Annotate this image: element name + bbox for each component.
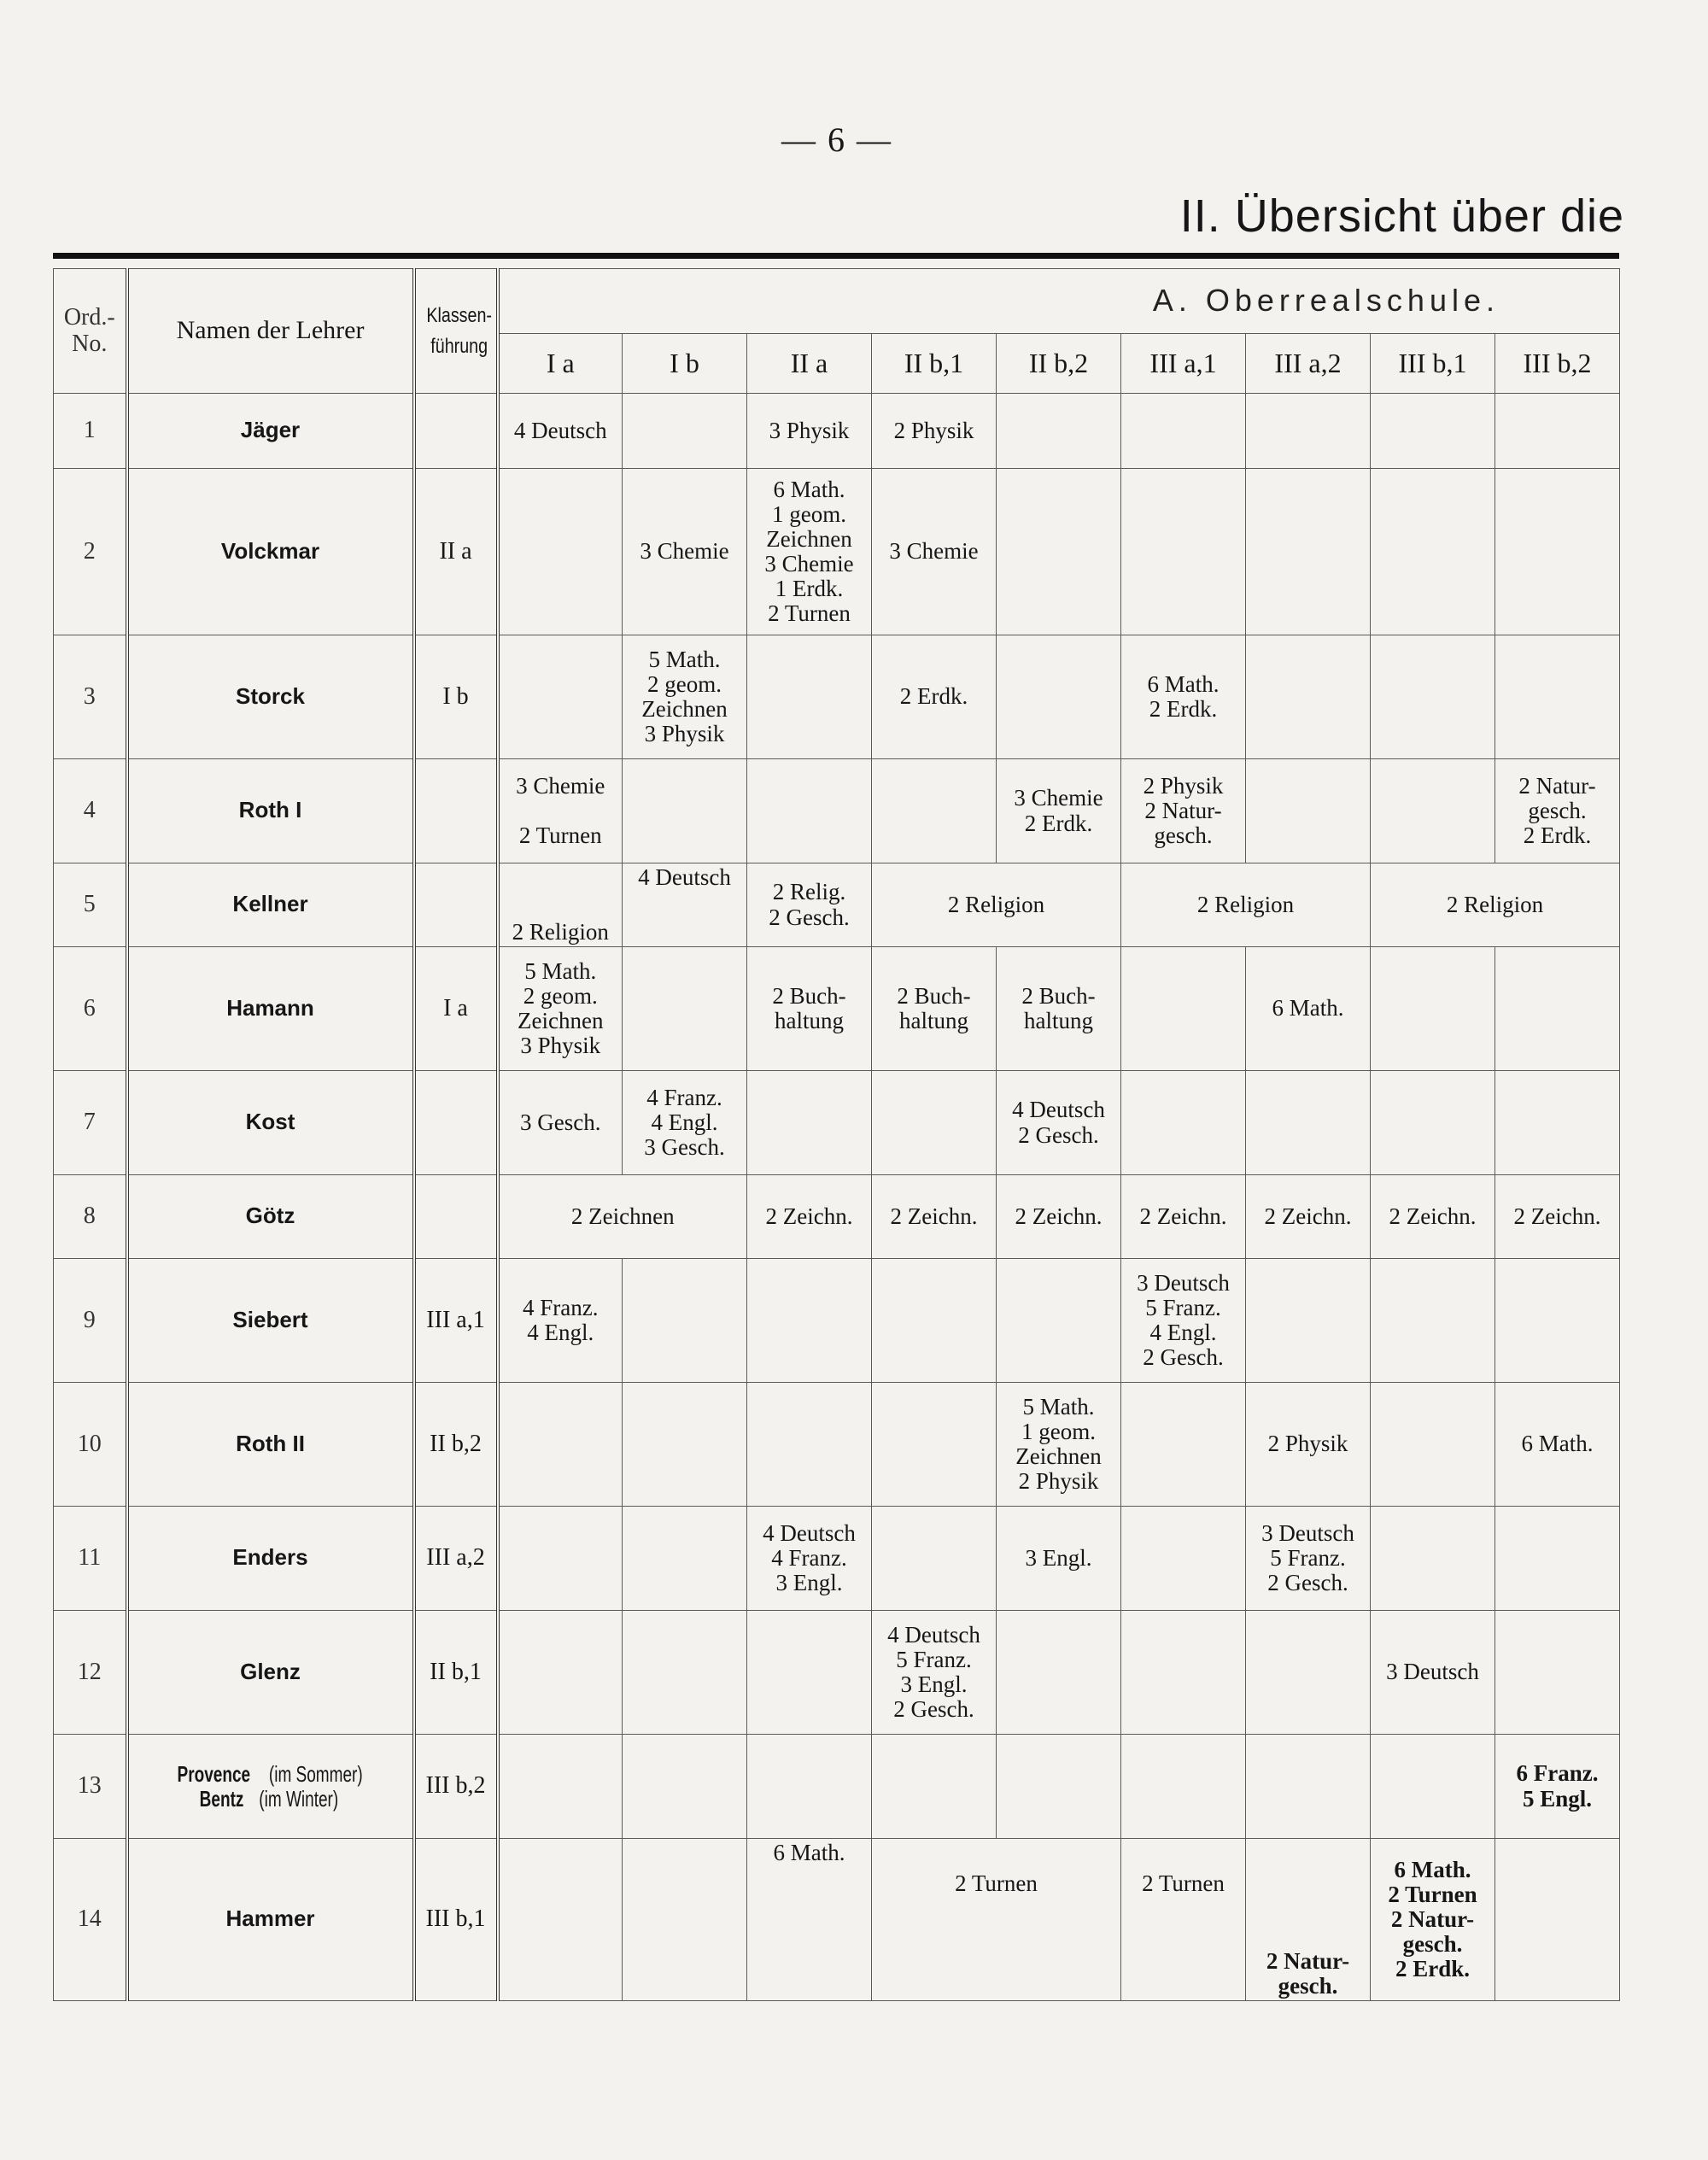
schedule-cell xyxy=(872,1259,997,1383)
header-class: III b,1 xyxy=(1371,334,1495,394)
schedule-cell xyxy=(747,635,872,759)
top-rule xyxy=(53,253,1619,259)
schedule-cell: 2 Physik 2 Natur- gesch. xyxy=(1121,759,1246,863)
row-ord-no: 2 xyxy=(54,469,127,635)
row-ord-no: 5 xyxy=(54,863,127,947)
klasse-cell xyxy=(414,863,498,947)
schedule-cell xyxy=(997,1735,1121,1839)
teacher-name-cell xyxy=(127,469,414,635)
schedule-cell: 2 Zeichn. xyxy=(1495,1175,1620,1259)
schedule-cell xyxy=(623,1611,747,1735)
header-klassenfuehrung-label: Klassen- führung xyxy=(425,303,492,358)
table-row xyxy=(54,1611,1620,1735)
teacher-name-cell xyxy=(127,394,414,469)
row-ord-no: 9 xyxy=(54,1259,127,1383)
row-ord-no: 1 xyxy=(54,394,127,469)
row-ord-no: 7 xyxy=(54,1071,127,1175)
schedule-cell: 4 Deutsch 5 Franz. 3 Engl. 2 Gesch. xyxy=(872,1611,997,1735)
teacher-name-cell xyxy=(127,759,414,863)
klasse-cell xyxy=(414,1175,498,1259)
teacher-name: Roth II xyxy=(236,1430,305,1456)
klasse-cell: III a,1 xyxy=(414,1259,498,1383)
schedule-cell: 4 Deutsch xyxy=(498,394,623,469)
teacher-name: Kost xyxy=(245,1109,295,1135)
teacher-name xyxy=(153,1787,388,1811)
header-class: II b,2 xyxy=(997,334,1121,394)
table-row xyxy=(54,863,1620,947)
schedule-cell: 4 Deutsch xyxy=(623,863,747,947)
teacher-name: Glenz xyxy=(240,1658,301,1684)
page-number: — 6 — xyxy=(781,120,892,159)
header-class: I a xyxy=(498,334,623,394)
schedule-cell xyxy=(623,759,747,863)
schedule-cell xyxy=(1371,469,1495,635)
schedule-cell: 3 Deutsch xyxy=(1371,1611,1495,1735)
schedule-cell xyxy=(1371,1259,1495,1383)
teacher-name: Enders xyxy=(232,1544,308,1571)
schedule-cell: 2 Buch- haltung xyxy=(872,947,997,1071)
schedule-cell: 2 Natur- gesch. xyxy=(1246,1839,1371,2001)
teacher-schedule-table xyxy=(53,268,1620,2001)
section-title: II. Übersicht über die xyxy=(1179,190,1624,242)
schedule-cell xyxy=(997,469,1121,635)
teacher-name: Roth I xyxy=(238,797,302,823)
schedule-cell: 2 Physik xyxy=(872,394,997,469)
schedule-cell xyxy=(1246,394,1371,469)
schedule-cell xyxy=(1246,635,1371,759)
schedule-cell: 2 Erdk. xyxy=(872,635,997,759)
teacher-name-cell xyxy=(127,1071,414,1175)
schedule-cell xyxy=(997,635,1121,759)
schedule-cell xyxy=(1495,1507,1620,1611)
schedule-cell: 3 Engl. xyxy=(997,1507,1121,1611)
schedule-cell: 2 Zeichnen xyxy=(498,1175,747,1259)
schedule-cell xyxy=(623,1259,747,1383)
schedule-cell xyxy=(997,1611,1121,1735)
table-row xyxy=(54,1839,1620,2001)
row-ord-no: 14 xyxy=(54,1839,127,2001)
schedule-cell: 2 Turnen xyxy=(872,1839,1121,2001)
schedule-cell xyxy=(1121,1611,1246,1735)
schedule-cell xyxy=(1495,1259,1620,1383)
row-ord-no: 8 xyxy=(54,1175,127,1259)
schedule-cell: 3 Gesch. xyxy=(498,1071,623,1175)
schedule-cell: 2 Religion xyxy=(1121,863,1371,947)
schedule-cell xyxy=(498,1507,623,1611)
schedule-cell xyxy=(1246,1071,1371,1175)
header-klassenfuehrung xyxy=(414,269,498,394)
schedule-cell: 5 Math. 1 geom. Zeichnen 2 Physik xyxy=(997,1383,1121,1507)
schedule-cell: 6 Math. 2 Erdk. xyxy=(1121,635,1246,759)
schedule-cell xyxy=(1495,1071,1620,1175)
teacher-name-cell xyxy=(127,1507,414,1611)
teacher-name-primary: Provence xyxy=(176,1761,250,1788)
teacher-name: Götz xyxy=(245,1203,295,1229)
schedule-cell xyxy=(498,1839,623,2001)
table-row xyxy=(54,469,1620,635)
schedule-cell xyxy=(997,394,1121,469)
teacher-name-note: (im Sommer) xyxy=(268,1761,363,1788)
schedule-cell xyxy=(872,1383,997,1507)
klasse-cell: III b,2 xyxy=(414,1735,498,1839)
teacher-name: Volckmar xyxy=(220,537,320,564)
schedule-cell: 2 Zeichn. xyxy=(872,1175,997,1259)
schedule-cell xyxy=(1371,947,1495,1071)
teacher-name xyxy=(153,1762,388,1786)
schedule-cell xyxy=(747,1735,872,1839)
schedule-cell xyxy=(623,394,747,469)
teacher-name-cell xyxy=(127,1611,414,1735)
schedule-cell: 5 Math. 2 geom. Zeichnen 3 Physik xyxy=(623,635,747,759)
schedule-cell: 2 Religion xyxy=(872,863,1121,947)
schedule-cell xyxy=(1121,394,1246,469)
schedule-cell: 2 Zeichn. xyxy=(747,1175,872,1259)
schedule-cell xyxy=(1246,759,1371,863)
schedule-cell xyxy=(498,469,623,635)
schedule-cell: 4 Franz. 4 Engl. 3 Gesch. xyxy=(623,1071,747,1175)
header-class: I b xyxy=(623,334,747,394)
klasse-cell xyxy=(414,1071,498,1175)
table-row xyxy=(54,947,1620,1071)
teacher-name: Hamann xyxy=(226,994,314,1021)
schedule-cell: 2 Buch- haltung xyxy=(997,947,1121,1071)
schedule-cell: 6 Franz. 5 Engl. xyxy=(1495,1735,1620,1839)
schedule-cell: 3 Chemie 2 Turnen xyxy=(498,759,623,863)
row-ord-no: 13 xyxy=(54,1735,127,1839)
header-ord-no xyxy=(54,269,127,394)
schedule-cell xyxy=(1371,759,1495,863)
schedule-cell xyxy=(1495,635,1620,759)
schedule-cell: 2 Zeichn. xyxy=(1371,1175,1495,1259)
schedule-cell xyxy=(1495,394,1620,469)
schedule-cell xyxy=(498,1611,623,1735)
schedule-cell: 6 Math. 1 geom. Zeichnen 3 Chemie 1 Erdk. 2 Turnen xyxy=(747,469,872,635)
schedule-cell xyxy=(498,1735,623,1839)
klasse-cell xyxy=(414,394,498,469)
teacher-name-cell xyxy=(127,1175,414,1259)
schedule-cell: 3 Deutsch 5 Franz. 4 Engl. 2 Gesch. xyxy=(1121,1259,1246,1383)
schedule-cell xyxy=(498,635,623,759)
teacher-name: Siebert xyxy=(232,1306,308,1332)
schedule-cell xyxy=(1121,1735,1246,1839)
schedule-cell xyxy=(623,1839,747,2001)
schedule-cell: 6 Math. xyxy=(1246,947,1371,1071)
schedule-cell: 2 Religion xyxy=(498,863,623,947)
table-row xyxy=(54,394,1620,469)
schedule-cell xyxy=(872,1507,997,1611)
schedule-cell xyxy=(1371,1071,1495,1175)
schedule-cell: 2 Zeichn. xyxy=(997,1175,1121,1259)
schedule-cell: 6 Math. xyxy=(1495,1383,1620,1507)
schedule-cell: 2 Zeichn. xyxy=(1246,1175,1371,1259)
row-ord-no: 6 xyxy=(54,947,127,1071)
schedule-cell xyxy=(872,1071,997,1175)
schedule-cell xyxy=(1495,469,1620,635)
row-ord-no: 10 xyxy=(54,1383,127,1507)
schedule-cell xyxy=(1246,1259,1371,1383)
schedule-cell: 5 Math. 2 geom. Zeichnen 3 Physik xyxy=(498,947,623,1071)
schedule-cell xyxy=(872,759,997,863)
teacher-name-note: (im Winter) xyxy=(259,1785,339,1812)
teacher-name-secondary: Bentz xyxy=(199,1785,244,1812)
teacher-name-cell xyxy=(127,863,414,947)
klasse-cell: I b xyxy=(414,635,498,759)
schedule-cell: 3 Chemie 2 Erdk. xyxy=(997,759,1121,863)
klasse-cell: II b,1 xyxy=(414,1611,498,1735)
teacher-name: Storck xyxy=(236,682,305,709)
schedule-cell: 2 Buch- haltung xyxy=(747,947,872,1071)
teacher-name: Hammer xyxy=(225,1905,315,1932)
header-class: II b,1 xyxy=(872,334,997,394)
teacher-name-cell xyxy=(127,1259,414,1383)
schedule-cell xyxy=(747,1383,872,1507)
schedule-cell: 3 Chemie xyxy=(623,469,747,635)
schedule-cell xyxy=(1371,1507,1495,1611)
schedule-cell xyxy=(1121,947,1246,1071)
header-class: II a xyxy=(747,334,872,394)
schedule-cell: 6 Math. 2 Turnen 2 Natur- gesch. 2 Erdk. xyxy=(1371,1839,1495,2001)
schedule-table-wrap xyxy=(53,268,1619,2001)
klasse-cell: I a xyxy=(414,947,498,1071)
header-class: III a,1 xyxy=(1121,334,1246,394)
schedule-cell xyxy=(1246,1735,1371,1839)
schedule-cell xyxy=(1121,1071,1246,1175)
schedule-cell xyxy=(1371,394,1495,469)
table-row xyxy=(54,1259,1620,1383)
schedule-cell: 6 Math. xyxy=(747,1839,872,2001)
row-ord-no: 4 xyxy=(54,759,127,863)
teacher-name-cell xyxy=(127,1839,414,2001)
schedule-cell: 2 Turnen xyxy=(1121,1839,1246,2001)
schedule-cell xyxy=(997,1259,1121,1383)
schedule-cell: 2 Relig. 2 Gesch. xyxy=(747,863,872,947)
schedule-cell xyxy=(747,1611,872,1735)
schedule-cell xyxy=(747,1259,872,1383)
schedule-cell: 3 Chemie xyxy=(872,469,997,635)
teacher-name-cell xyxy=(127,635,414,759)
table-row xyxy=(54,1383,1620,1507)
row-ord-no: 12 xyxy=(54,1611,127,1735)
schedule-cell: 2 Religion xyxy=(1371,863,1620,947)
row-ord-no: 11 xyxy=(54,1507,127,1611)
schedule-cell xyxy=(1495,1611,1620,1735)
table-row xyxy=(54,1507,1620,1611)
row-ord-no: 3 xyxy=(54,635,127,759)
klasse-cell: III a,2 xyxy=(414,1507,498,1611)
schedule-cell: 2 Zeichn. xyxy=(1121,1175,1246,1259)
teacher-name: Kellner xyxy=(232,891,308,917)
schedule-cell xyxy=(623,947,747,1071)
schedule-cell: 2 Physik xyxy=(1246,1383,1371,1507)
teacher-name-cell xyxy=(127,1383,414,1507)
klasse-cell: II a xyxy=(414,469,498,635)
schedule-cell: 4 Deutsch 2 Gesch. xyxy=(997,1071,1121,1175)
schedule-cell xyxy=(1495,947,1620,1071)
schedule-cell xyxy=(747,1071,872,1175)
header-school: A. Oberrealschule. xyxy=(498,269,1620,334)
header-class: III b,2 xyxy=(1495,334,1620,394)
klasse-cell: III b,1 xyxy=(414,1839,498,2001)
teacher-name: Jäger xyxy=(240,417,301,443)
schedule-cell xyxy=(1246,469,1371,635)
schedule-cell xyxy=(498,1383,623,1507)
header-ord-no-label: Ord.- No. xyxy=(63,304,115,357)
header-names: Namen der Lehrer xyxy=(127,269,414,394)
header-class: III a,2 xyxy=(1246,334,1371,394)
klasse-cell xyxy=(414,759,498,863)
schedule-cell xyxy=(747,759,872,863)
schedule-cell: 4 Deutsch 4 Franz. 3 Engl. xyxy=(747,1507,872,1611)
schedule-cell xyxy=(1371,1383,1495,1507)
table-row xyxy=(54,635,1620,759)
table-row xyxy=(54,1071,1620,1175)
table-row xyxy=(54,759,1620,863)
schedule-cell: 3 Physik xyxy=(747,394,872,469)
schedule-cell xyxy=(1246,1611,1371,1735)
klasse-cell: II b,2 xyxy=(414,1383,498,1507)
teacher-name-cell xyxy=(127,947,414,1071)
schedule-cell xyxy=(1495,1839,1620,2001)
schedule-cell xyxy=(872,1735,997,1839)
teacher-name-cell xyxy=(127,1735,414,1839)
schedule-cell: 3 Deutsch 5 Franz. 2 Gesch. xyxy=(1246,1507,1371,1611)
schedule-cell xyxy=(1121,469,1246,635)
schedule-cell xyxy=(623,1735,747,1839)
schedule-cell: 4 Franz. 4 Engl. xyxy=(498,1259,623,1383)
table-row xyxy=(54,1175,1620,1259)
schedule-cell xyxy=(623,1383,747,1507)
schedule-cell xyxy=(1371,1735,1495,1839)
schedule-cell xyxy=(1371,635,1495,759)
table-row xyxy=(54,1735,1620,1839)
schedule-cell xyxy=(623,1507,747,1611)
schedule-cell xyxy=(1121,1507,1246,1611)
schedule-cell xyxy=(1121,1383,1246,1507)
schedule-cell: 2 Natur- gesch. 2 Erdk. xyxy=(1495,759,1620,863)
